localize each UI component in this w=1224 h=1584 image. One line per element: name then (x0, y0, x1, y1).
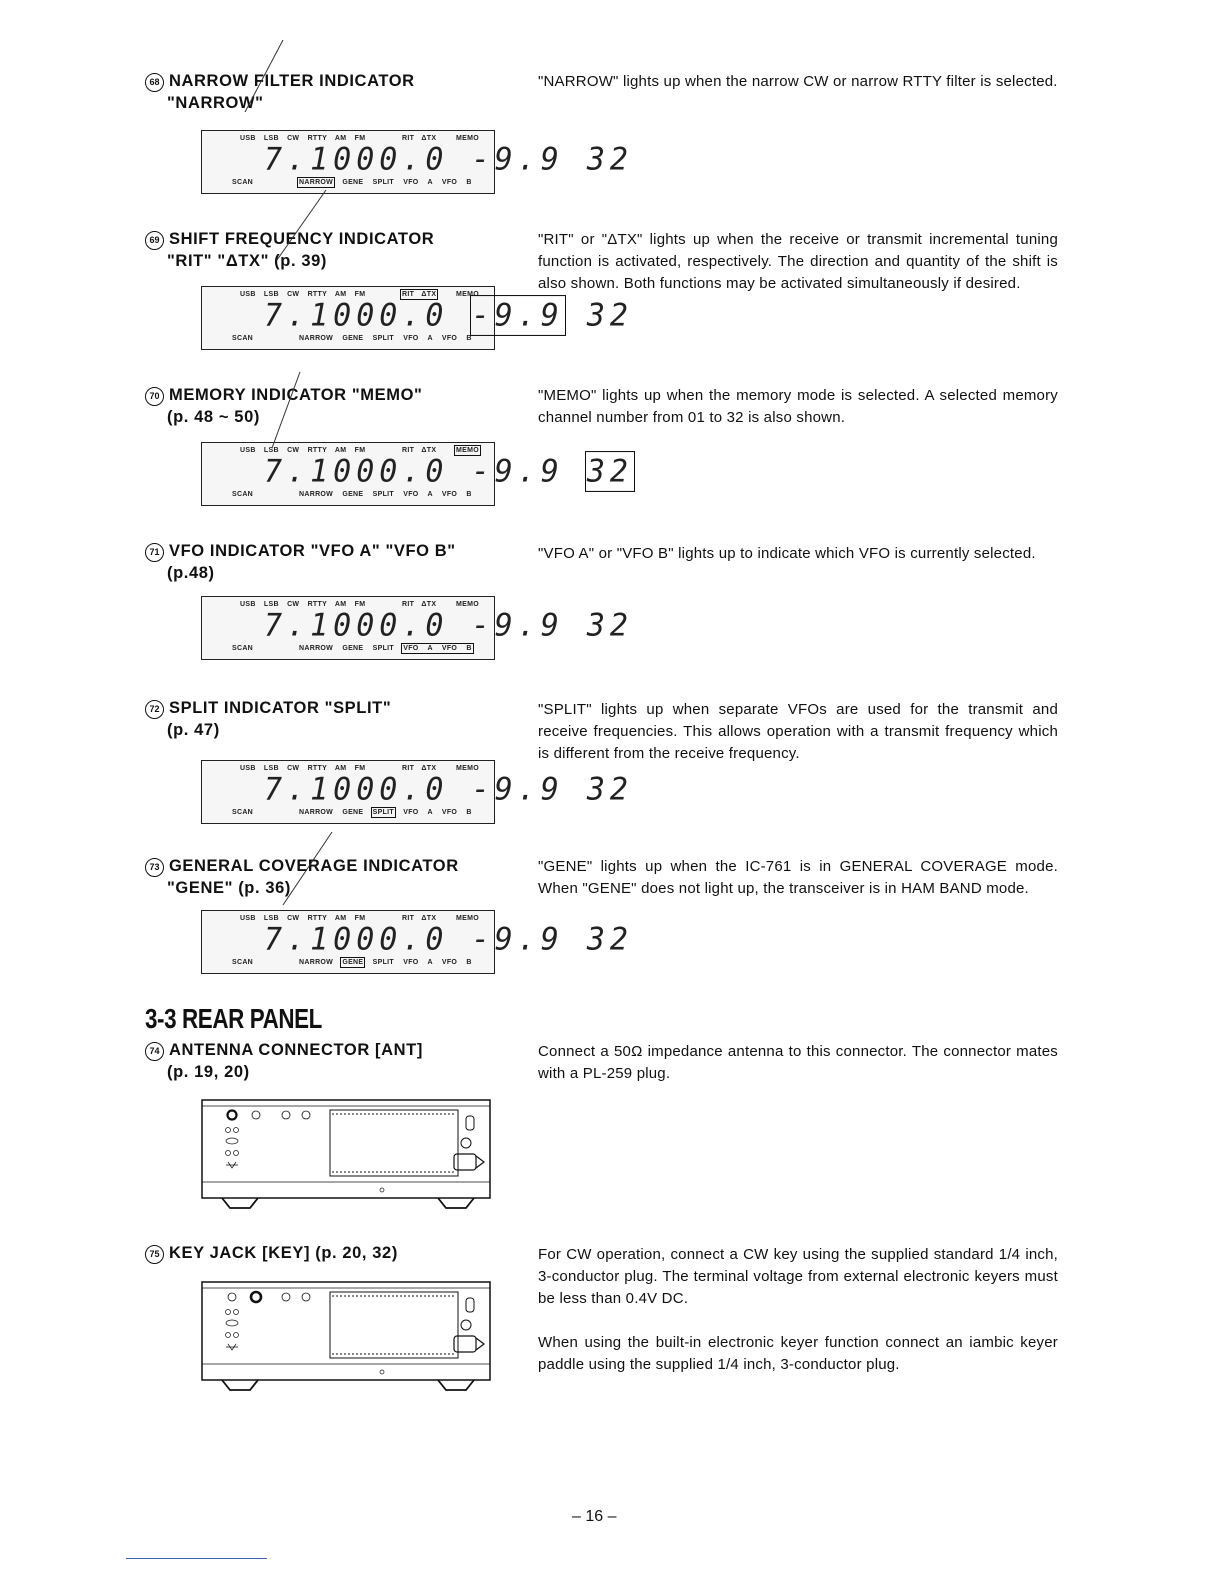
heading-line1: GENERAL COVERAGE INDICATOR (169, 857, 459, 875)
lcd-frequency: 7.1000.0 -9.9 32 (264, 453, 633, 490)
lcd-frequency: 7.1000.0 -9.9 32 (264, 297, 633, 334)
lcd-mode-labels: USB LSB CW RTTY AM FM (240, 915, 366, 922)
description-75: For CW operation, connect a CW key using the supplied standard 1/4 inch, 3-conductor plug. The terminal voltage from external electronic keyers must be less than 0.4V DC. When using the built-in electronic keyer function connect an iambic keyer paddle using the supplied 1/4 inch, 3-conductor plug. (538, 1246, 1058, 1373)
lcd-frequency: 7.1000.0 -9.9 32 (264, 921, 633, 958)
lcd-memo-label: MEMO (456, 291, 479, 298)
lcd-rit-label: RIT ΔTX (402, 447, 437, 454)
heading-74 (145, 1039, 423, 1083)
lcd-memo-label: MEMO (456, 447, 479, 454)
heading-line2: (p. 47) (167, 721, 220, 739)
lcd-rit-label: RIT ΔTX (402, 135, 437, 142)
item-number: 70 (145, 387, 164, 406)
heading-75 (145, 1242, 398, 1264)
heading-line2: (p. 19, 20) (167, 1063, 250, 1081)
heading-line1: ANTENNA CONNECTOR [ANT] (169, 1041, 423, 1059)
lcd-rit-label: RIT ΔTX (402, 291, 437, 298)
heading-line1: SPLIT INDICATOR "SPLIT" (169, 699, 392, 717)
lcd-rit-label: RIT ΔTX (402, 915, 437, 922)
rear-panel-diagram-key (200, 1280, 492, 1392)
heading-line1: MEMORY INDICATOR "MEMO" (169, 386, 423, 404)
lcd-bottom-labels: NARROW GENE SPLIT VFO A VFO B (299, 809, 472, 816)
heading-line1: SHIFT FREQUENCY INDICATOR (169, 230, 435, 248)
lcd-scan-label: SCAN (232, 809, 254, 816)
lcd-mode-labels: USB LSB CW RTTY AM FM (240, 447, 366, 454)
item-number: 71 (145, 543, 164, 562)
lcd-scan-label: SCAN (232, 645, 254, 652)
heading-line1: NARROW FILTER INDICATOR (169, 72, 415, 90)
lcd-bottom-labels: NARROW GENE SPLIT VFO A VFO B (299, 959, 472, 966)
lcd-memo-label: MEMO (456, 915, 479, 922)
item-number: 74 (145, 1042, 164, 1061)
item-number: 75 (145, 1245, 164, 1264)
heading-line2: (p. 48 ~ 50) (167, 408, 260, 426)
heading-line1: VFO INDICATOR "VFO A" "VFO B" (169, 542, 456, 560)
lcd-mode-labels: USB LSB CW RTTY AM FM (240, 601, 366, 608)
heading-line2: "NARROW" (167, 94, 264, 112)
lcd-rit-label: RIT ΔTX (402, 765, 437, 772)
lcd-memo-label: MEMO (456, 135, 479, 142)
description-68: "NARROW" lights up when the narrow CW or narrow RTTY filter is selected. (538, 73, 1058, 90)
lcd-bottom-labels: NARROW GENE SPLIT VFO A VFO B (299, 491, 472, 498)
lcd-mode-labels: USB LSB CW RTTY AM FM (240, 765, 366, 772)
lcd-frequency: 7.1000.0 -9.9 32 (264, 771, 633, 808)
item-number: 68 (145, 73, 164, 92)
lcd-scan-label: SCAN (232, 179, 254, 186)
item-number: 73 (145, 858, 164, 877)
pointer-line (245, 40, 283, 112)
pointer-line (283, 832, 332, 905)
heading-line1: KEY JACK [KEY] (p. 20, 32) (169, 1244, 398, 1262)
description-74: Connect a 50Ω impedance antenna to this connector. The connector mates with a PL-259 plug. (538, 1043, 1058, 1082)
description-70: "MEMO" lights up when the memory mode is selected. A selected memory channel number from 01 to 32 is also shown. (538, 387, 1058, 426)
lcd-scan-label: SCAN (232, 335, 254, 342)
page-number: – 16 – (572, 1508, 617, 1525)
pointer-line (277, 190, 326, 260)
heading-line2: (p.48) (167, 564, 215, 582)
heading-line2: "RIT" "ΔTX" (p. 39) (167, 252, 327, 270)
lcd-scan-label: SCAN (232, 959, 254, 966)
item-number: 69 (145, 231, 164, 250)
lcd-frequency: 7.1000.0 -9.9 32 (264, 607, 633, 644)
lcd-scan-label: SCAN (232, 491, 254, 498)
lcd-rit-label: RIT ΔTX (402, 601, 437, 608)
lcd-memo-label: MEMO (456, 601, 479, 608)
lcd-frequency: 7.1000.0 -9.9 32 (264, 141, 633, 178)
description-71: "VFO A" or "VFO B" lights up to indicate which VFO is currently selected. (538, 545, 1036, 562)
description-72: "SPLIT" lights up when separate VFOs are used for the transmit and receive frequencies. This allows operation with a transmit frequency which is different from the receive frequency. (538, 701, 1058, 762)
lcd-memo-label: MEMO (456, 765, 479, 772)
lcd-bottom-labels: NARROW GENE SPLIT VFO A VFO B (299, 179, 472, 186)
item-number: 72 (145, 700, 164, 719)
lcd-mode-labels: USB LSB CW RTTY AM FM (240, 291, 366, 298)
description-69: "RIT" or "ΔTX" lights up when the receive or transmit incremental tuning function is activated, respectively. The direction and quantity of the shift is also shown. Both functions may be activated simultaneously if desired. (538, 231, 1058, 292)
lcd-mode-labels: USB LSB CW RTTY AM FM (240, 135, 366, 142)
rear-panel-diagram-ant (200, 1098, 492, 1210)
footer-rule (126, 1558, 267, 1559)
description-73: "GENE" lights up when the IC-761 is in GENERAL COVERAGE mode. When "GENE" does not light up, the transceiver is in HAM BAND mode. (538, 858, 1058, 897)
lcd-bottom-labels: NARROW GENE SPLIT VFO A VFO B (299, 335, 472, 342)
pointer-line (272, 372, 300, 448)
lcd-bottom-labels: NARROW GENE SPLIT VFO A VFO B (299, 645, 472, 652)
section-title-rear-panel: 3-3 REAR PANEL (145, 1003, 322, 1034)
heading-line2: "GENE" (p. 36) (167, 879, 291, 897)
